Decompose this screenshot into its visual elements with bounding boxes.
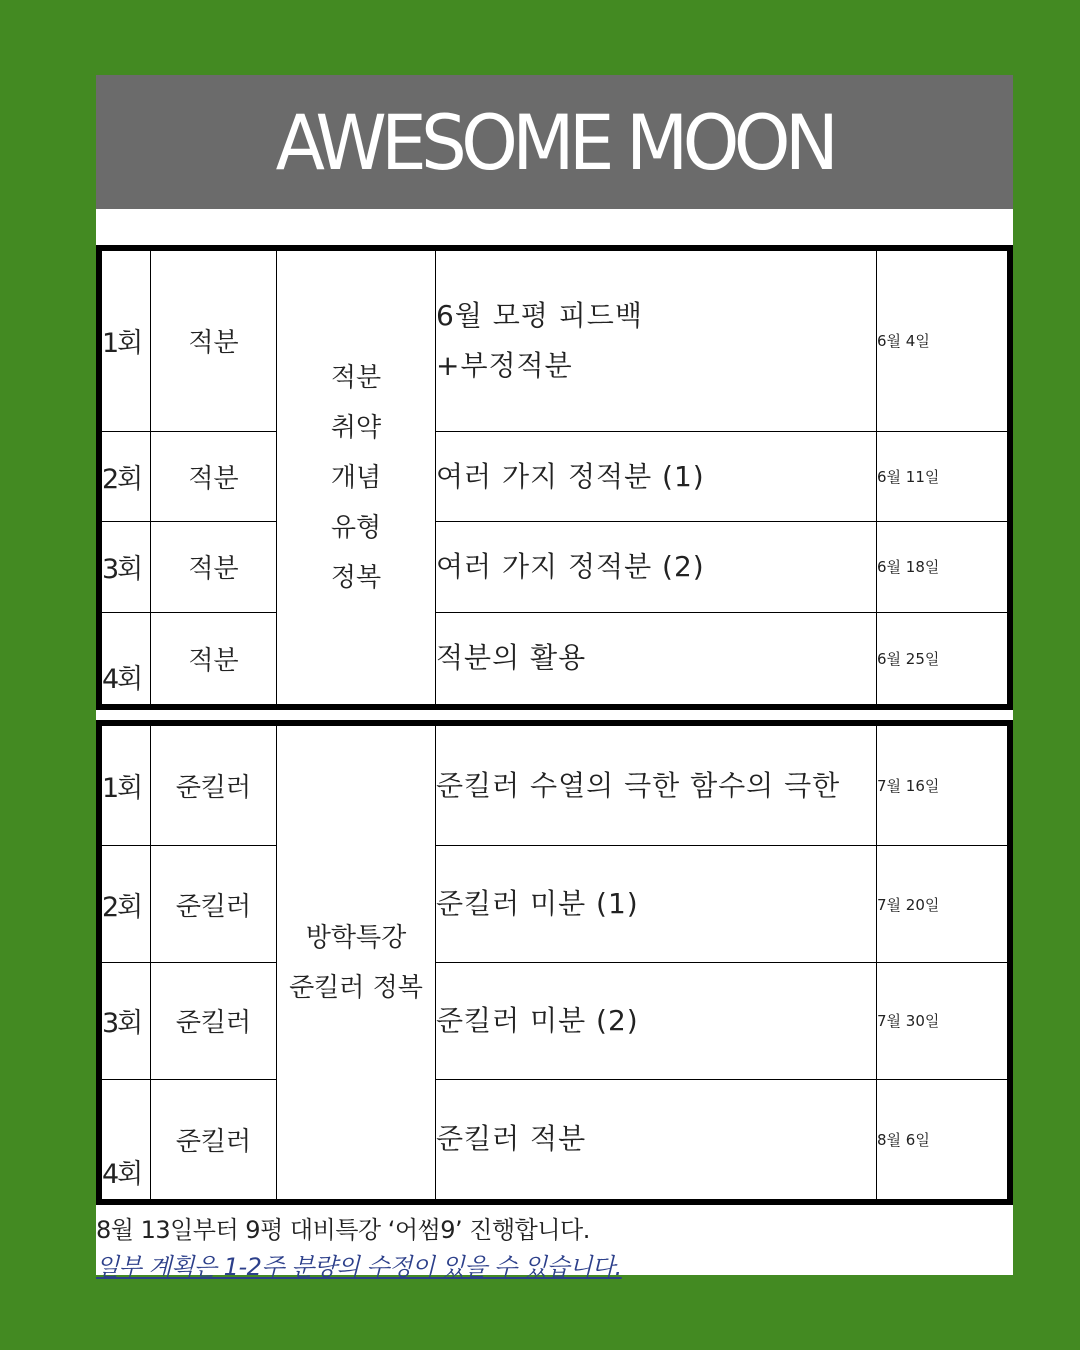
subject-cell: 준킬러 [151, 723, 277, 846]
topic-line: 여러 가지 정적분 (2) [436, 549, 705, 583]
schedule-table-semi-killer [96, 720, 1013, 1205]
date-cell: 6월 18일 [877, 522, 1011, 612]
subject-cell: 적분 [151, 612, 277, 707]
topic-line: 적분의 활용 [436, 641, 587, 675]
table-row [99, 431, 1010, 521]
round-cell: 2회 [99, 846, 151, 963]
topic-cell [436, 846, 877, 963]
table-row [99, 723, 1010, 846]
topic-line: 준킬러 미분 (2) [436, 1003, 639, 1037]
date-cell: 7월 16일 [877, 723, 1011, 846]
date-cell: 6월 4일 [877, 248, 1011, 431]
subject-cell: 적분 [151, 248, 277, 431]
category-cell [277, 248, 436, 707]
subject-cell: 준킬러 [151, 962, 277, 1079]
category-line: 정복 [330, 562, 382, 593]
topic-line: 준킬러 수열의 극한 함수의 극한 [436, 768, 841, 802]
subject-cell: 준킬러 [151, 1079, 277, 1202]
topic-cell [436, 1079, 877, 1202]
topic-line: 여러 가지 정적분 (1) [436, 459, 705, 493]
date-cell: 6월 25일 [877, 612, 1011, 707]
category-line: 방학특강 [305, 922, 407, 953]
subject-cell: 적분 [151, 431, 277, 521]
round-cell: 4회 [99, 1079, 151, 1202]
date-cell: 6월 11일 [877, 431, 1011, 521]
topic-line: 준킬러 적분 [436, 1122, 587, 1156]
topic-cell [436, 723, 877, 846]
date-cell: 7월 30일 [877, 962, 1011, 1079]
table-row [99, 962, 1010, 1079]
topic-cell [436, 431, 877, 521]
disclaimer-note: 일부 계획은 1-2주 분량의 수정이 있을 수 있습니다. [96, 1253, 622, 1281]
round-cell: 1회 [99, 723, 151, 846]
topic-cell [436, 612, 877, 707]
topic-cell [436, 522, 877, 612]
schedule-sheet [96, 75, 1013, 1281]
schedule-table-integral [96, 245, 1013, 710]
category-line: 준킬러 정복 [289, 972, 423, 1003]
topic-cell [436, 248, 877, 431]
round-cell: 3회 [99, 962, 151, 1079]
subject-cell: 준킬러 [151, 846, 277, 963]
table-row [99, 522, 1010, 612]
table-row [99, 612, 1010, 707]
category-cell [277, 723, 436, 1202]
date-cell: 8월 6일 [877, 1079, 1011, 1202]
category-line: 개념 [330, 462, 382, 493]
round-cell: 3회 [99, 522, 151, 612]
header-banner [96, 75, 1013, 209]
table-row [99, 846, 1010, 963]
special-lecture-note: 8월 13일부터 9평 대비특강 ‘어썸9’ 진행합니다. [96, 1216, 590, 1244]
category-line: 적분 [330, 362, 382, 393]
topic-line: 6월 모평 피드백 [436, 298, 643, 332]
topic-line: +부정적분 [436, 348, 573, 382]
topic-line: 준킬러 미분 (1) [436, 887, 639, 921]
round-cell: 1회 [99, 248, 151, 431]
category-line: 유형 [330, 512, 382, 543]
topic-cell [436, 962, 877, 1079]
round-cell: 2회 [99, 431, 151, 521]
table-row [99, 248, 1010, 431]
category-line: 취약 [330, 412, 382, 443]
page-title: AWESOME MOON [275, 97, 834, 187]
date-cell: 7월 20일 [877, 846, 1011, 963]
round-cell: 4회 [99, 612, 151, 707]
subject-cell: 적분 [151, 522, 277, 612]
table-row [99, 1079, 1010, 1202]
